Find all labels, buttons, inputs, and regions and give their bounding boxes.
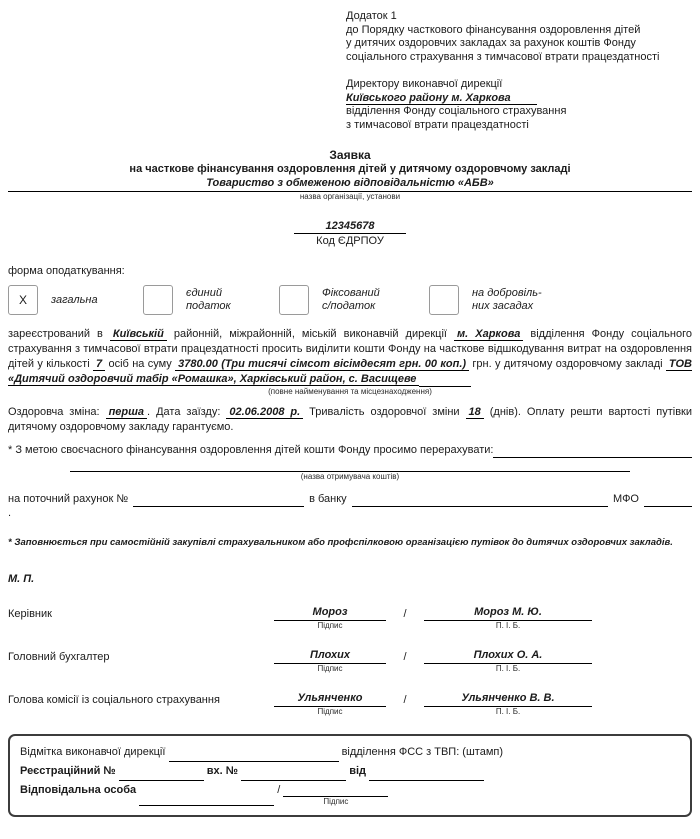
taxation-options <box>8 285 692 315</box>
signature-cell <box>274 691 386 717</box>
person-blank <box>139 794 274 806</box>
signature-value: Плохих <box>274 648 386 664</box>
recipient-blank <box>70 460 630 472</box>
organization-caption: назва організації, установи <box>299 192 401 201</box>
stamp-note-text: Відмітка виконавчої дирекції <box>20 746 166 758</box>
date-label: від <box>349 765 366 777</box>
name-cell <box>424 648 592 674</box>
recipient-blank-line <box>8 460 692 472</box>
mfo-label: МФО <box>613 493 639 505</box>
paragraph-text: районній, міжрайонній, міській виконавчій дирекції <box>166 328 455 340</box>
addressee-block <box>346 78 692 132</box>
name-value: Ульянченко В. В. <box>424 691 592 707</box>
signature-cell <box>274 605 386 631</box>
slash-separator: / <box>403 694 407 706</box>
stamp-signature-blank <box>283 781 388 797</box>
mfo-blank <box>644 495 692 507</box>
paragraph-text: осіб на суму <box>105 358 176 370</box>
checkbox-fixed-tax <box>279 285 309 315</box>
addressee-office-line <box>346 92 692 106</box>
facility-value: ТОВ «Дитячий оздоровчий табір «Ромашка», Харківський район, с. Васищеве <box>8 358 692 385</box>
annex-line: Додаток 1 <box>346 10 397 22</box>
transfer-request-text: * З метою своєчасного фінансування оздоровлення дітей кошти Фонду просимо перерахувати: <box>8 444 494 456</box>
label-line: них засадах <box>472 300 534 312</box>
label-line: податок <box>186 300 231 312</box>
bank-name-blank <box>352 495 608 507</box>
label-line: загальна <box>51 293 98 306</box>
checkbox-voluntary <box>429 285 459 315</box>
signature-caption: Підпис <box>317 621 343 630</box>
account-line-tail: . <box>8 507 12 519</box>
signature-role: Головний бухгалтер <box>8 651 110 663</box>
annex-line: до Порядку часткового фінансування оздоровлення дітей <box>346 23 641 36</box>
checkbox-single-tax <box>143 285 173 315</box>
taxation-option-voluntary <box>429 285 542 315</box>
taxation-option-label <box>472 287 542 313</box>
paragraph-text: (днів). Оплату решти вартості путівки дитячому оздоровчому закладу гарантуємо. <box>8 406 692 433</box>
registration-paragraph <box>8 327 692 387</box>
stamp-branch-blank <box>169 750 339 762</box>
arrival-date-value: 02.06.2008 р. <box>226 406 303 419</box>
official-mark-box <box>8 734 692 817</box>
bank-label: в банку <box>309 493 347 505</box>
signature-row-commission-head <box>8 691 692 717</box>
label-line: на добровіль- <box>472 287 542 299</box>
edrpou-value: 12345678 <box>294 220 406 234</box>
stamp-signature-cell <box>283 781 388 806</box>
incoming-number-label: вх. № <box>206 765 239 777</box>
paragraph-text: грн. у дитячому оздоровчому закладі <box>469 358 666 370</box>
signature-caption: Підпис <box>317 707 343 716</box>
label-line: с/податок <box>322 300 376 312</box>
name-value: Плохих О. А. <box>424 648 592 664</box>
signature-row-accountant <box>8 648 692 674</box>
shift-paragraph <box>8 405 692 435</box>
date-blank <box>369 769 484 781</box>
paragraph-text: зареєстрований в <box>8 328 110 340</box>
mp-mark: М. П. <box>8 573 35 585</box>
facility-caption: (повне найменування та місцезнаходження) <box>268 387 432 396</box>
facility-blank <box>419 375 471 387</box>
label-line: єдиний <box>186 287 222 299</box>
taxation-option-label <box>51 294 98 307</box>
paragraph-text: відділення Фонду соціального страхування з тимчасової втрати працездатності просить виділити кошти Фонду на часткове відшкодування витрат на оздоровлення дітей у кількості <box>8 328 692 370</box>
annex-header <box>346 10 692 64</box>
name-caption: П. І. Б. <box>495 664 521 673</box>
annex-line: у дитячих оздоровчих закладах за рахунок коштів Фонду <box>346 37 636 49</box>
account-line <box>8 492 692 507</box>
slash-separator: / <box>277 784 281 796</box>
stamp-note-text2: відділення ФСС з ТВП: (штамп) <box>341 746 504 758</box>
signature-row-director <box>8 605 692 631</box>
annex-line: соціального страхування з тимчасової втрати працездатності <box>346 50 660 63</box>
name-caption: П. І. Б. <box>495 707 521 716</box>
paragraph-text: Оздоровча зміна: <box>8 406 106 418</box>
addressee-line: відділення Фонду соціального страхування <box>346 105 567 117</box>
shift-value: перша <box>106 406 147 419</box>
organization-name: Товариство з обмеженою відповідальністю «АБВ» <box>206 177 494 189</box>
taxation-option-label <box>322 287 380 313</box>
account-label: на поточний рахунок № <box>8 493 129 505</box>
paragraph-text: Тривалість оздоровчої зміни <box>303 406 466 418</box>
checkbox-general <box>8 285 38 315</box>
children-count-value: 7 <box>93 358 105 371</box>
signature-role: Голова комісії із соціального страхування <box>8 694 220 706</box>
checkbox-mark: X <box>18 293 27 307</box>
name-value: Мороз М. Ю. <box>424 605 592 621</box>
stamp-person-line <box>20 781 680 806</box>
name-caption: П. І. Б. <box>495 621 521 630</box>
form-title: Заявка <box>329 148 371 162</box>
city-value: м. Харкова <box>454 328 523 341</box>
signature-value: Мороз <box>274 605 386 621</box>
taxation-option-single-tax <box>143 285 279 315</box>
addressee-office-value: Київського району м. Харкова <box>346 92 537 105</box>
direkciya-value: Київській <box>110 328 167 341</box>
taxation-label: форма оподаткування: <box>8 265 125 277</box>
edrpou-block <box>8 220 692 249</box>
signature-role: Керівник <box>8 608 52 620</box>
signature-caption: Підпис <box>317 664 343 673</box>
edrpou-caption: Код ЄДРПОУ <box>316 235 384 247</box>
addressee-line: Директору виконавчої дирекції <box>346 78 503 90</box>
stamp-registration-line <box>20 762 680 781</box>
duration-value: 18 <box>466 406 484 419</box>
amount-value: 3780.00 (Три тисячі сімсот вісімдесят грн. 00 коп.) <box>175 358 469 371</box>
responsible-person-label: Відповідальна особа <box>20 784 137 796</box>
name-cell <box>424 605 592 631</box>
paragraph-text: . Дата заїзду: <box>147 406 227 418</box>
name-cell <box>424 691 592 717</box>
slash-separator: / <box>403 608 407 620</box>
taxation-option-label <box>186 287 231 313</box>
stamp-note-line <box>20 743 680 762</box>
reg-number-label: Реєстраційний № <box>20 765 116 777</box>
reg-number-blank <box>119 769 204 781</box>
signature-value: Ульянченко <box>274 691 386 707</box>
addressee-line: з тимчасової втрати працездатності <box>346 118 529 131</box>
incoming-number-blank <box>241 769 346 781</box>
slash-separator: / <box>403 651 407 663</box>
recipient-caption: (назва отримувача коштів) <box>300 472 400 481</box>
taxation-option-general <box>8 285 143 315</box>
account-number-blank <box>133 495 304 507</box>
stamp-signature-caption: Підпис <box>323 797 349 806</box>
label-line: Фіксований <box>322 287 380 299</box>
transfer-recipient-blank <box>493 446 692 458</box>
taxation-option-fixed-tax <box>279 285 429 315</box>
footnote: * Заповнюється при самостійній закупівлі страхувальником або профспілковою організацією путівок до дитячих оздоровчих закладів. <box>8 537 673 548</box>
signatures-block <box>8 605 692 717</box>
signature-cell <box>274 648 386 674</box>
organization-line <box>8 176 692 192</box>
transfer-request-line <box>8 443 692 458</box>
form-subtitle: на часткове фінансування оздоровлення дітей у дитячому оздоровчому закладі <box>129 163 571 175</box>
